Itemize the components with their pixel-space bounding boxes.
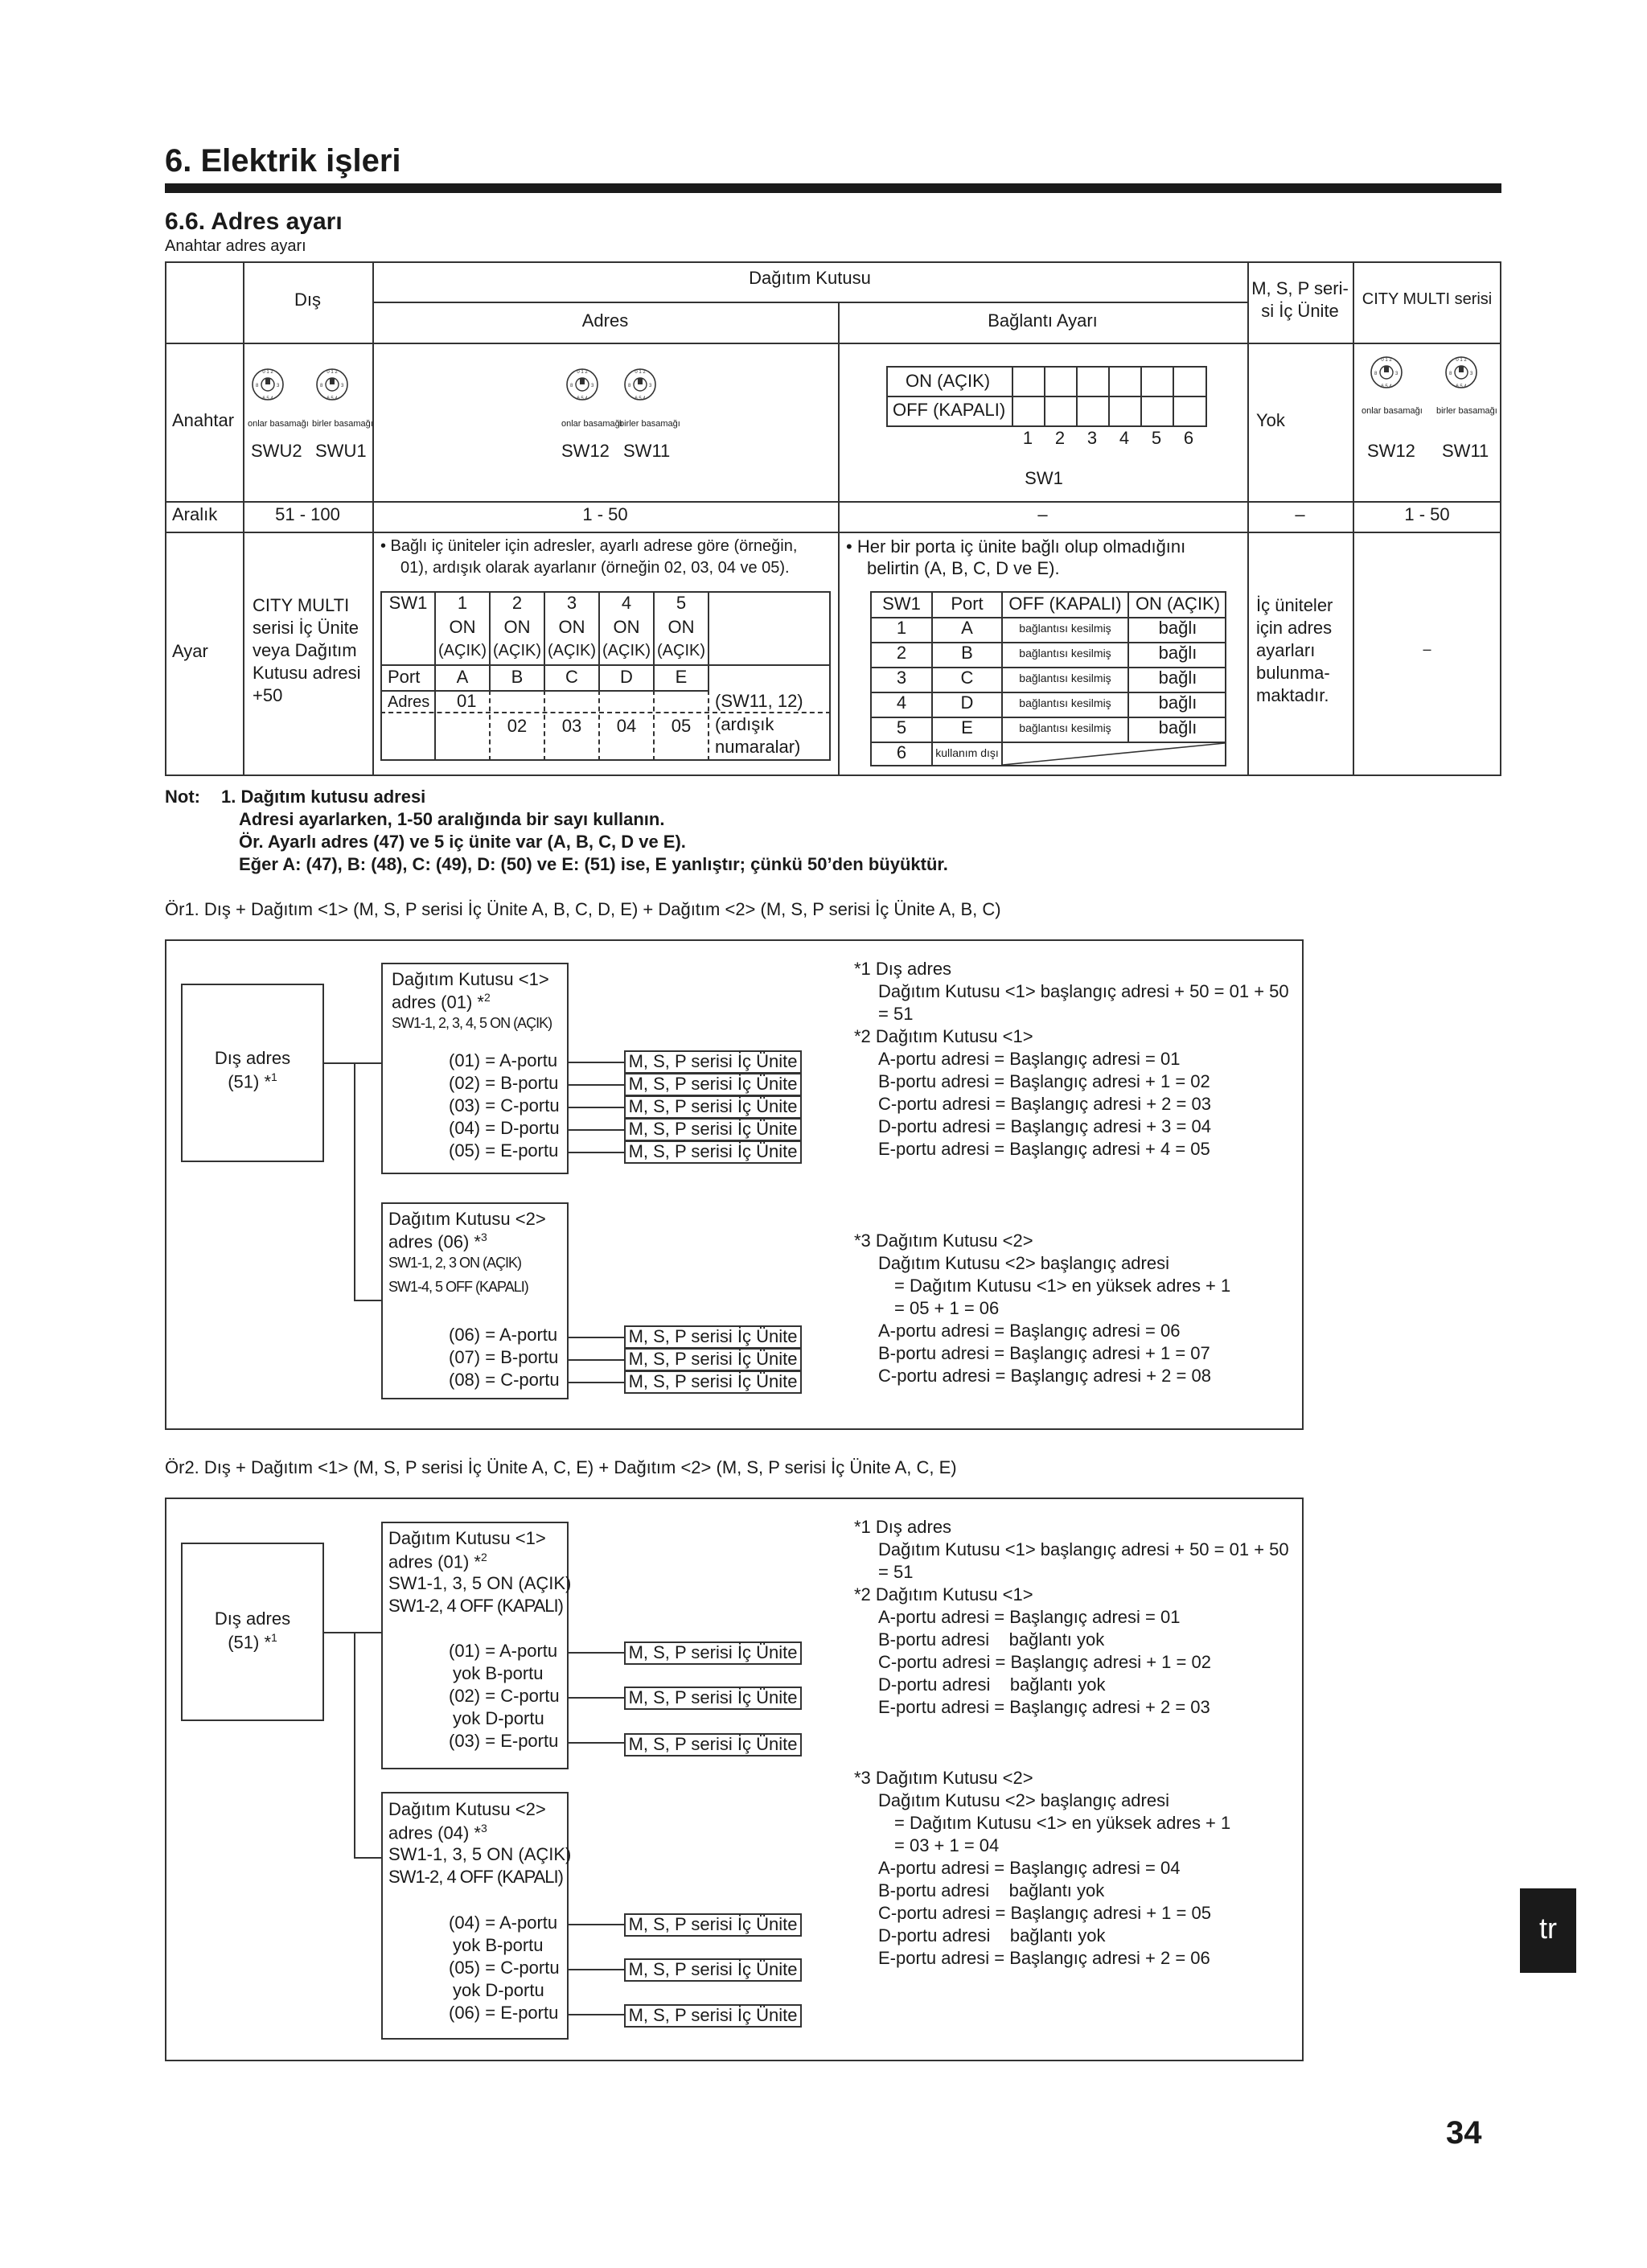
ex1-note: E-portu adresi = Başlangıç adresi + 4 = 05 — [878, 1139, 1210, 1159]
ex1-caption: Ör1. Dış + Dağıtım <1> (M, S, P serisi İç Ünite A, B, C, D, E) + Dağıtım <2> (M, S, P serisi İç Ünite A, B, C) — [165, 899, 1001, 919]
adres-on: ON — [613, 617, 640, 637]
page-number: 34 — [1446, 2115, 1482, 2151]
baglanti-cell: 1 — [896, 618, 907, 638]
dip-number: 1 — [1022, 428, 1033, 448]
ex2-indoor-unit: M, S, P serisi İç Ünite — [624, 1733, 802, 1756]
adres-acik: (AÇIK) — [493, 642, 541, 659]
note-line: Ör. Ayarlı adres (47) ve 5 iç ünite var (A, B, C, D ve E). — [239, 832, 686, 852]
col-header-dagitim: Dağıtım Kutusu — [749, 268, 871, 288]
ex1-box1-sw: SW1-1, 2, 3, 4, 5 ON (AÇIK) — [392, 1015, 552, 1031]
baglanti-cell: bağlantısı kesilmiş — [1019, 721, 1111, 734]
ex1-note: B-portu adresi = Başlangıç adresi + 1 = 07 — [878, 1343, 1210, 1363]
col-header-city-multi: CITY MULTI serisi — [1362, 290, 1493, 308]
baglanti-cell: bağlı — [1158, 668, 1197, 688]
baglanti-header: Port — [951, 594, 984, 614]
adres-acik: (AÇIK) — [548, 642, 596, 659]
ex1-box2-title: Dağıtım Kutusu <2> — [388, 1209, 546, 1229]
baglanti-cell: A — [961, 618, 973, 638]
ex2-box2-port: (05) = C-portu — [449, 1958, 560, 1978]
city-switch-sw12: SW12 — [1367, 441, 1415, 461]
adres-port: A — [456, 667, 469, 687]
dip-on-label: ON (AÇIK) — [906, 371, 991, 391]
ex2-note: C-portu adresi = Başlangıç adresi + 1 = 02 — [878, 1652, 1211, 1672]
ayar-msp-line: bulunma- — [1256, 663, 1330, 683]
ex2-indoor-unit: M, S, P serisi İç Ünite — [624, 1641, 802, 1665]
unused-diagonal — [1001, 742, 1226, 766]
row-label-anahtar: Anahtar — [172, 410, 235, 430]
svg-text:8: 8 — [256, 384, 259, 388]
rotary-dial-icon — [251, 366, 285, 406]
ayar-dis-line: CITY MULTI — [253, 595, 350, 615]
adres-col: 1 — [457, 593, 468, 613]
section-title: 6. Elektrik işleri — [165, 143, 401, 179]
ayar-dis-line: veya Dağıtım — [253, 640, 357, 660]
dip-off-label: OFF (KAPALI) — [893, 400, 1006, 420]
ex2-box2-sw: SW1-2, 4 OFF (KAPALI) — [388, 1867, 563, 1887]
baglanti-cell: 5 — [896, 717, 907, 738]
note-line: Adresi ayarlarken, 1-50 aralığında bir sayı kullanın. — [239, 809, 665, 829]
ex2-note: E-portu adresi = Başlangıç adresi + 2 = 03 — [878, 1697, 1210, 1717]
ex1-note: Dağıtım Kutusu <1> başlangıç adresi + 50 = 01 + 50 — [878, 981, 1289, 1001]
ex1-indoor-unit: M, S, P serisi İç Ünite — [624, 1370, 802, 1394]
ex1-box2-sw: SW1-1, 2, 3 ON (AÇIK) — [388, 1255, 522, 1271]
adres-col: 4 — [621, 593, 632, 613]
dial-label-onlar: onlar basamağı — [1362, 406, 1423, 416]
ex2-note: B-portu adresi bağlantı yok — [878, 1880, 1105, 1900]
baglanti-cell: bağlantısı kesilmiş — [1019, 696, 1111, 709]
rotary-dial-icon — [565, 366, 599, 406]
ex2-note: = 03 + 1 = 04 — [894, 1835, 1000, 1855]
dip-number: 5 — [1151, 428, 1162, 448]
svg-text:8: 8 — [320, 384, 323, 388]
ex1-indoor-unit: M, S, P serisi İç Ünite — [624, 1118, 802, 1141]
ex1-note: Dağıtım Kutusu <2> başlangıç adresi — [878, 1253, 1169, 1273]
baglanti-cell: bağlı — [1158, 692, 1197, 713]
ex2-note: E-portu adresi = Başlangıç adresi + 2 = 06 — [878, 1948, 1210, 1968]
svg-text:0 1 2: 0 1 2 — [1456, 358, 1467, 363]
ex1-outdoor-addr: (51) *$^1$ — [228, 1070, 277, 1092]
dis-switch-swu1: SWU1 — [315, 441, 367, 461]
ex2-note: D-portu adresi bağlantı yok — [878, 1925, 1106, 1945]
ex2-box1-sw: SW1-2, 4 OFF (KAPALI) — [388, 1596, 563, 1616]
svg-text:3: 3 — [591, 384, 594, 388]
ex2-box2-title: Dağıtım Kutusu <2> — [388, 1799, 546, 1819]
ex2-indoor-unit: M, S, P serisi İç Ünite — [624, 1913, 802, 1937]
col-header-adres: Adres — [581, 310, 629, 331]
adres-value: 03 — [561, 716, 582, 736]
ex2-note: = Dağıtım Kutusu <1> en yüksek adres + 1 — [894, 1813, 1231, 1833]
msp-anahtar: Yok — [1256, 410, 1285, 430]
subsection-subtitle: Anahtar adres ayarı — [165, 237, 306, 255]
ex2-box2-port: yok D-portu — [453, 1980, 544, 2000]
ex2-caption: Ör2. Dış + Dağıtım <1> (M, S, P serisi İç Ünite A, C, E) + Dağıtım <2> (M, S, P serisi İç Ünite A, C, E) — [165, 1457, 957, 1477]
adres-on: ON — [558, 617, 585, 637]
ex1-outdoor-label: Dış adres — [214, 1048, 291, 1068]
ex1-indoor-unit: M, S, P serisi İç Ünite — [624, 1050, 802, 1074]
ex2-box2-port: (06) = E-portu — [449, 2003, 559, 2023]
col-header-dis: Dış — [294, 290, 321, 310]
ex1-note: = 05 + 1 = 06 — [894, 1298, 1000, 1318]
note-line: Eğer A: (47), B: (48), C: (49), D: (50) ve E: (51) ise, E yanlıştır; çünkü 50’den büyüktür. — [239, 854, 948, 874]
subsection-title: 6.6. Adres ayarı — [165, 208, 343, 235]
baglanti-header: OFF (KAPALI) — [1008, 594, 1122, 614]
adres-port: B — [511, 667, 524, 687]
ex2-note: C-portu adresi = Başlangıç adresi + 1 = 05 — [878, 1903, 1211, 1923]
ayar-dis-line: +50 — [253, 685, 283, 705]
svg-text:0 1 2: 0 1 2 — [262, 370, 273, 375]
ex1-note: *3 Dağıtım Kutusu <2> — [854, 1231, 1033, 1251]
ex2-indoor-unit: M, S, P serisi İç Ünite — [624, 1687, 802, 1710]
ex2-box1-sw: SW1-1, 3, 5 ON (AÇIK) — [388, 1573, 572, 1593]
ex2-note: = 51 — [878, 1562, 914, 1582]
svg-text:8: 8 — [1449, 372, 1452, 376]
svg-text:8: 8 — [1374, 372, 1378, 376]
baglanti-cell: D — [960, 692, 974, 713]
adres-on: ON — [667, 617, 695, 637]
svg-text:0 1 2: 0 1 2 — [327, 370, 338, 375]
adres-value: 04 — [616, 716, 637, 736]
baglanti-cell: 3 — [896, 668, 907, 688]
dial-label-birler: birler basamağı — [312, 419, 373, 429]
adres-sw1-label: SW1 — [388, 593, 428, 613]
adres-port: D — [620, 667, 633, 687]
ex2-box2-port: yok B-portu — [453, 1935, 544, 1955]
city-switch-sw11: SW11 — [1442, 441, 1489, 461]
aralik-city: 1 - 50 — [1404, 504, 1450, 524]
adres-adres-label: Adres — [388, 693, 430, 711]
row-label-ayar: Ayar — [172, 641, 208, 661]
header-rule — [165, 183, 1501, 193]
ex1-box2-port: (07) = B-portu — [449, 1347, 559, 1367]
ex1-indoor-unit: M, S, P serisi İç Ünite — [624, 1325, 802, 1349]
adres-value: 05 — [671, 716, 692, 736]
col-header-msp-2: si İç Ünite — [1261, 301, 1339, 321]
ex1-box2-port: (06) = A-portu — [449, 1325, 558, 1345]
dial-label-birler: birler basamağı — [1436, 406, 1497, 416]
dip-number: 2 — [1054, 428, 1066, 448]
dip-number: 6 — [1183, 428, 1194, 448]
adres-switch-sw11: SW11 — [623, 441, 671, 461]
ex1-note: *2 Dağıtım Kutusu <1> — [854, 1026, 1033, 1046]
baglanti-cell: 4 — [896, 692, 907, 713]
ex2-note: *2 Dağıtım Kutusu <1> — [854, 1584, 1033, 1604]
svg-text:0 1 2: 0 1 2 — [577, 370, 588, 375]
adres-col: 3 — [566, 593, 577, 613]
ex2-box1-title: Dağıtım Kutusu <1> — [388, 1528, 546, 1548]
svg-text:6 5 4: 6 5 4 — [577, 396, 588, 401]
ex1-note: D-portu adresi = Başlangıç adresi + 3 = 04 — [878, 1116, 1211, 1136]
ex2-note: Dağıtım Kutusu <1> başlangıç adresi + 50 = 01 + 50 — [878, 1539, 1289, 1559]
ex2-indoor-unit: M, S, P serisi İç Ünite — [624, 1958, 802, 1982]
svg-text:6 5 4: 6 5 4 — [1381, 384, 1392, 389]
dial-label-onlar: onlar basamağı — [248, 419, 309, 429]
ex1-note: C-portu adresi = Başlangıç adresi + 2 = 08 — [878, 1366, 1211, 1386]
ex2-indoor-unit: M, S, P serisi İç Ünite — [624, 2004, 802, 2028]
ex2-outdoor-addr: (51) *$^1$ — [228, 1631, 277, 1653]
ex2-note: *1 Dış adres — [854, 1517, 952, 1537]
baglanti-cell: bağlantısı kesilmiş — [1019, 647, 1111, 659]
svg-text:3: 3 — [1395, 372, 1399, 376]
ayar-msp-line: İç üniteler — [1256, 595, 1333, 615]
ex2-note: *3 Dağıtım Kutusu <2> — [854, 1768, 1033, 1788]
ex1-box1-addr: adres (01) *$^2$ — [392, 991, 491, 1013]
ex1-note: *1 Dış adres — [854, 959, 952, 979]
ayar-city: – — [1423, 641, 1431, 657]
adres-col: 2 — [511, 593, 523, 613]
baglanti-cell: bağlı — [1158, 643, 1197, 663]
baglanti-cell: bağlı — [1158, 618, 1197, 638]
adres-on: ON — [449, 617, 476, 637]
adres-acik: (AÇIK) — [657, 642, 705, 659]
adres-on: ON — [503, 617, 531, 637]
note-label: Not: — [165, 787, 200, 807]
ex1-box1-port: (01) = A-portu — [449, 1050, 558, 1070]
svg-text:3: 3 — [649, 384, 652, 388]
ayar-msp-line: ayarları — [1256, 640, 1316, 660]
adres-note: (SW11, 12) — [715, 691, 803, 711]
ex2-note: Dağıtım Kutusu <2> başlangıç adresi — [878, 1790, 1169, 1810]
ayar-baglanti-bullet: • Her bir porta iç ünite bağlı olup olmadığını — [846, 536, 1186, 557]
svg-text:3: 3 — [341, 384, 344, 388]
rotary-dial-icon — [1444, 354, 1478, 394]
ex2-note: D-portu adresi bağlantı yok — [878, 1674, 1106, 1695]
rotary-dial-icon — [1370, 354, 1403, 394]
adres-port-label: Port — [388, 667, 421, 687]
ex1-note: A-portu adresi = Başlangıç adresi = 06 — [878, 1321, 1181, 1341]
ex1-box1-title: Dağıtım Kutusu <1> — [392, 969, 549, 989]
ayar-msp-line: için adres — [1256, 618, 1333, 638]
col-header-msp-1: M, S, P seri- — [1251, 278, 1349, 298]
baglanti-header: SW1 — [882, 594, 921, 614]
baglanti-cell: bağlantısı kesilmiş — [1019, 672, 1111, 684]
ayar-baglanti-bullet-cont: belirtin (A, B, C, D ve E). — [867, 558, 1060, 578]
ex2-note: B-portu adresi bağlantı yok — [878, 1629, 1105, 1650]
svg-text:6 5 4: 6 5 4 — [635, 396, 646, 401]
dial-label-birler: birler basamağı — [619, 419, 680, 429]
ex1-box2-sw: SW1-4, 5 OFF (KAPALI) — [388, 1279, 528, 1295]
ex2-box1-addr: adres (01) *$^2$ — [388, 1551, 487, 1572]
dip-number: 3 — [1086, 428, 1098, 448]
ex1-box2-port: (08) = C-portu — [449, 1370, 560, 1390]
svg-text:3: 3 — [277, 384, 280, 388]
aralik-dis: 51 - 100 — [275, 504, 340, 524]
adres-col: 5 — [676, 593, 687, 613]
dial-label-onlar: onlar basamağı — [561, 419, 622, 429]
ayar-adres-bullet: • Bağlı iç üniteler için adresler, ayarlı adrese göre (örneğin, — [380, 537, 798, 555]
ex1-note: A-portu adresi = Başlangıç adresi = 01 — [878, 1049, 1181, 1069]
adres-port: C — [565, 667, 578, 687]
dip-sw1-label: SW1 — [1025, 468, 1063, 488]
ex1-note: = 51 — [878, 1004, 914, 1024]
rotary-dial-icon — [623, 366, 657, 406]
ex2-box2-port: (04) = A-portu — [449, 1913, 558, 1933]
svg-text:6 5 4: 6 5 4 — [262, 396, 273, 401]
aralik-msp: – — [1295, 504, 1305, 524]
baglanti-cell: C — [960, 668, 974, 688]
ex1-indoor-unit: M, S, P serisi İç Ünite — [624, 1140, 802, 1164]
ex2-box1-port: (01) = A-portu — [449, 1641, 558, 1661]
baglanti-cell: B — [961, 643, 973, 663]
adres-acik: (AÇIK) — [438, 642, 487, 659]
baglanti-cell: 6 — [896, 742, 907, 762]
row-label-aralik: Aralık — [172, 504, 218, 524]
svg-text:8: 8 — [570, 384, 573, 388]
baglanti-cell: 2 — [896, 643, 907, 663]
ex1-indoor-unit: M, S, P serisi İç Ünite — [624, 1073, 802, 1096]
ex2-box1-port: yok B-portu — [453, 1663, 544, 1683]
adres-port: E — [675, 667, 688, 687]
dip-number: 4 — [1119, 428, 1130, 448]
ex1-box1-port: (04) = D-portu — [449, 1118, 560, 1138]
baglanti-cell: kullanım dışı — [935, 746, 999, 759]
ayar-dis-line: serisi İç Ünite — [253, 618, 359, 638]
svg-text:3: 3 — [1470, 372, 1473, 376]
rotary-dial-icon — [315, 366, 349, 406]
aralik-baglanti: – — [1037, 504, 1048, 524]
note-line: 1. Dağıtım kutusu adresi — [221, 787, 426, 807]
svg-text:8: 8 — [628, 384, 631, 388]
adres-switch-sw12: SW12 — [561, 441, 610, 461]
baglanti-header: ON (AÇIK) — [1135, 594, 1221, 614]
ex2-box1-port: (02) = C-portu — [449, 1686, 560, 1706]
col-header-baglanti: Bağlantı Ayarı — [988, 310, 1098, 331]
ex1-indoor-unit: M, S, P serisi İç Ünite — [624, 1095, 802, 1119]
ex2-note: A-portu adresi = Başlangıç adresi = 04 — [878, 1858, 1181, 1878]
ex1-note: = Dağıtım Kutusu <1> en yüksek adres + 1 — [894, 1276, 1231, 1296]
ex1-note: B-portu adresi = Başlangıç adresi + 1 = 02 — [878, 1071, 1210, 1091]
ex1-box1-port: (03) = C-portu — [449, 1095, 560, 1116]
adres-acik: (AÇIK) — [602, 642, 651, 659]
ex2-box1-port: (03) = E-portu — [449, 1731, 559, 1751]
ex2-box2-addr: adres (04) *$^3$ — [388, 1822, 487, 1843]
svg-text:0 1 2: 0 1 2 — [635, 370, 646, 375]
adres-note: (ardışık — [715, 714, 774, 734]
adres-value: 02 — [507, 716, 528, 736]
ex2-note: A-portu adresi = Başlangıç adresi = 01 — [878, 1607, 1181, 1627]
ayar-msp-line: maktadır. — [1256, 685, 1329, 705]
ayar-dis-line: Kutusu adresi — [253, 663, 361, 683]
ex1-indoor-unit: M, S, P serisi İç Ünite — [624, 1348, 802, 1371]
ayar-adres-bullet-cont: 01), ardışık olarak ayarlanır (örneğin 02, 03, 04 ve 05). — [400, 559, 790, 577]
ex2-outdoor-label: Dış adres — [214, 1609, 291, 1629]
ex1-box1-port: (05) = E-portu — [449, 1140, 559, 1161]
ex2-box1-port: yok D-portu — [453, 1708, 544, 1728]
language-tab: tr — [1520, 1888, 1576, 1973]
adres-note: numaralar) — [715, 737, 801, 757]
svg-text:0 1 2: 0 1 2 — [1381, 358, 1392, 363]
ex1-box2-addr: adres (06) *$^3$ — [388, 1231, 487, 1252]
baglanti-cell: bağlı — [1158, 717, 1197, 738]
svg-text:6 5 4: 6 5 4 — [1456, 384, 1467, 389]
svg-text:6 5 4: 6 5 4 — [327, 396, 338, 401]
adres-first-value: 01 — [457, 691, 477, 711]
ex2-box2-sw: SW1-1, 3, 5 ON (AÇIK) — [388, 1844, 572, 1864]
aralik-adres: 1 - 50 — [582, 504, 628, 524]
baglanti-cell: bağlantısı kesilmiş — [1019, 622, 1111, 635]
baglanti-cell: E — [961, 717, 973, 738]
ex1-note: C-portu adresi = Başlangıç adresi + 2 = 03 — [878, 1094, 1211, 1114]
ex1-box1-port: (02) = B-portu — [449, 1073, 559, 1093]
dis-switch-swu2: SWU2 — [251, 441, 302, 461]
